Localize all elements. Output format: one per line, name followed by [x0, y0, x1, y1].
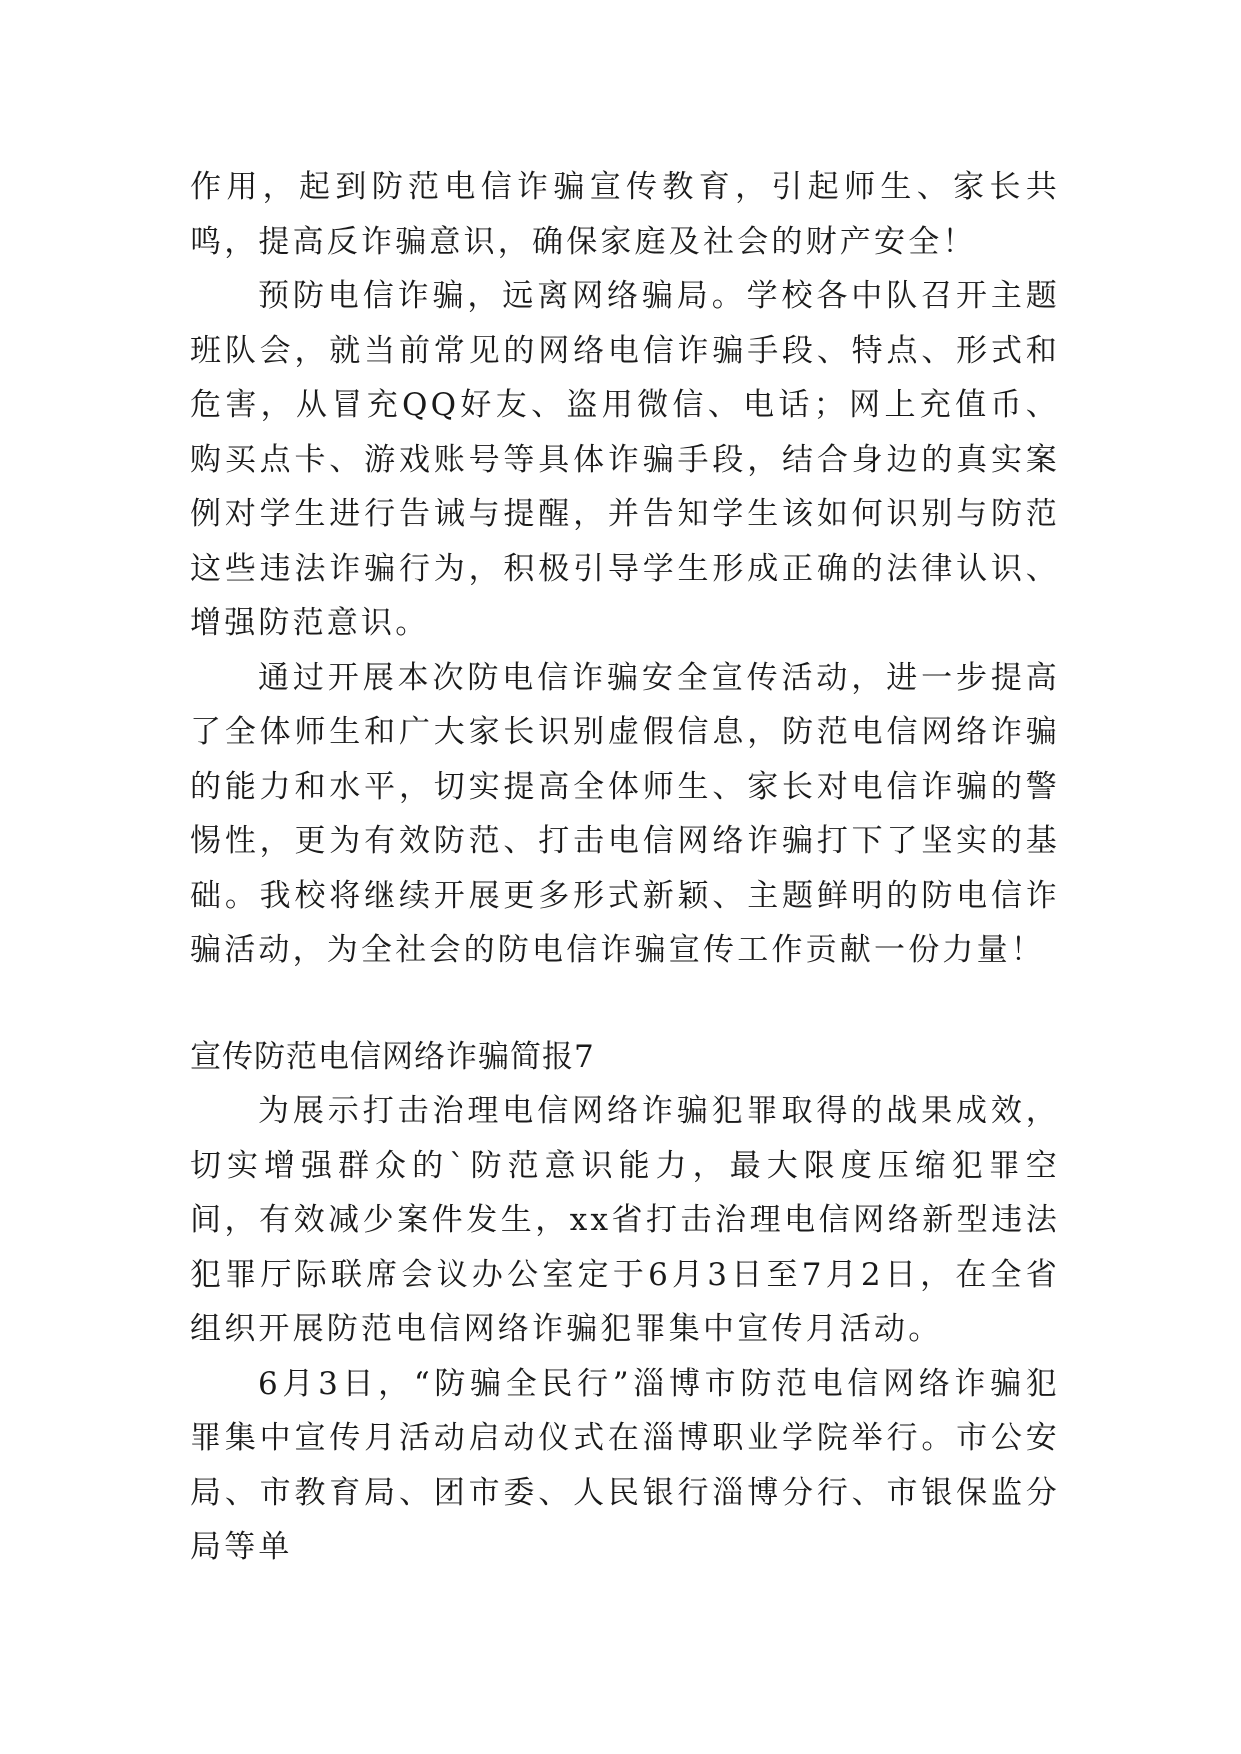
paragraph-prevention: 预防电信诈骗，远离网络骗局。学校各中队召开主题班队会，就当前常见的网络电信诈骗手段、特点、形式和危害，从冒充QQ好友、盗用微信、电话；网上充值币、购买点卡、游戏账号等具体诈骗手段，结合身边的真实案例对学生进行告诫与提醒，并告知学生该如何识别与防范这些违法诈骗行为，积极引导学生形成正确的法律认识、增强防范意识。 [190, 278, 1060, 641]
paragraph-launch-ceremony: 6月3日，“防骗全民行”淄博市防范电信网络诈骗犯罪集中宣传月活动启动仪式在淄博职业学院举行。市公安局、市教育局、团市委、人民银行淄博分行、市银保监分局等单 [190, 1365, 1060, 1565]
paragraph-summary: 通过开展本次防电信诈骗安全宣传活动，进一步提高了全体师生和广大家长识别虚假信息，防范电信网络诈骗的能力和水平，切实提高全体师生、家长对电信诈骗的警惕性，更为有效防范、打击电信网络诈骗打下了坚实的基础。我校将继续开展更多形式新颖、主题鲜明的防电信诈骗活动，为全社会的防电信诈骗宣传工作贡献一份力量！ [190, 659, 1060, 968]
document-body [190, 160, 1060, 1575]
paragraph-campaign: 为展示打击治理电信网络诈骗犯罪取得的战果成效，切实增强群众的`防范意识能力，最大限度压缩犯罪空间，有效减少案件发生，xx省打击治理电信网络新型违法犯罪厅际联席会议办公室定于6月3日至7月2日，在全省组织开展防范电信网络诈骗犯罪集中宣传月活动。 [190, 1093, 1060, 1347]
paragraph-continuation: 作用，起到防范电信诈骗宣传教育，引起师生、家长共鸣，提高反诈骗意识，确保家庭及社会的财产安全！ [190, 169, 1060, 260]
section-title: 宣传防范电信网络诈骗简报7 [190, 1038, 595, 1075]
